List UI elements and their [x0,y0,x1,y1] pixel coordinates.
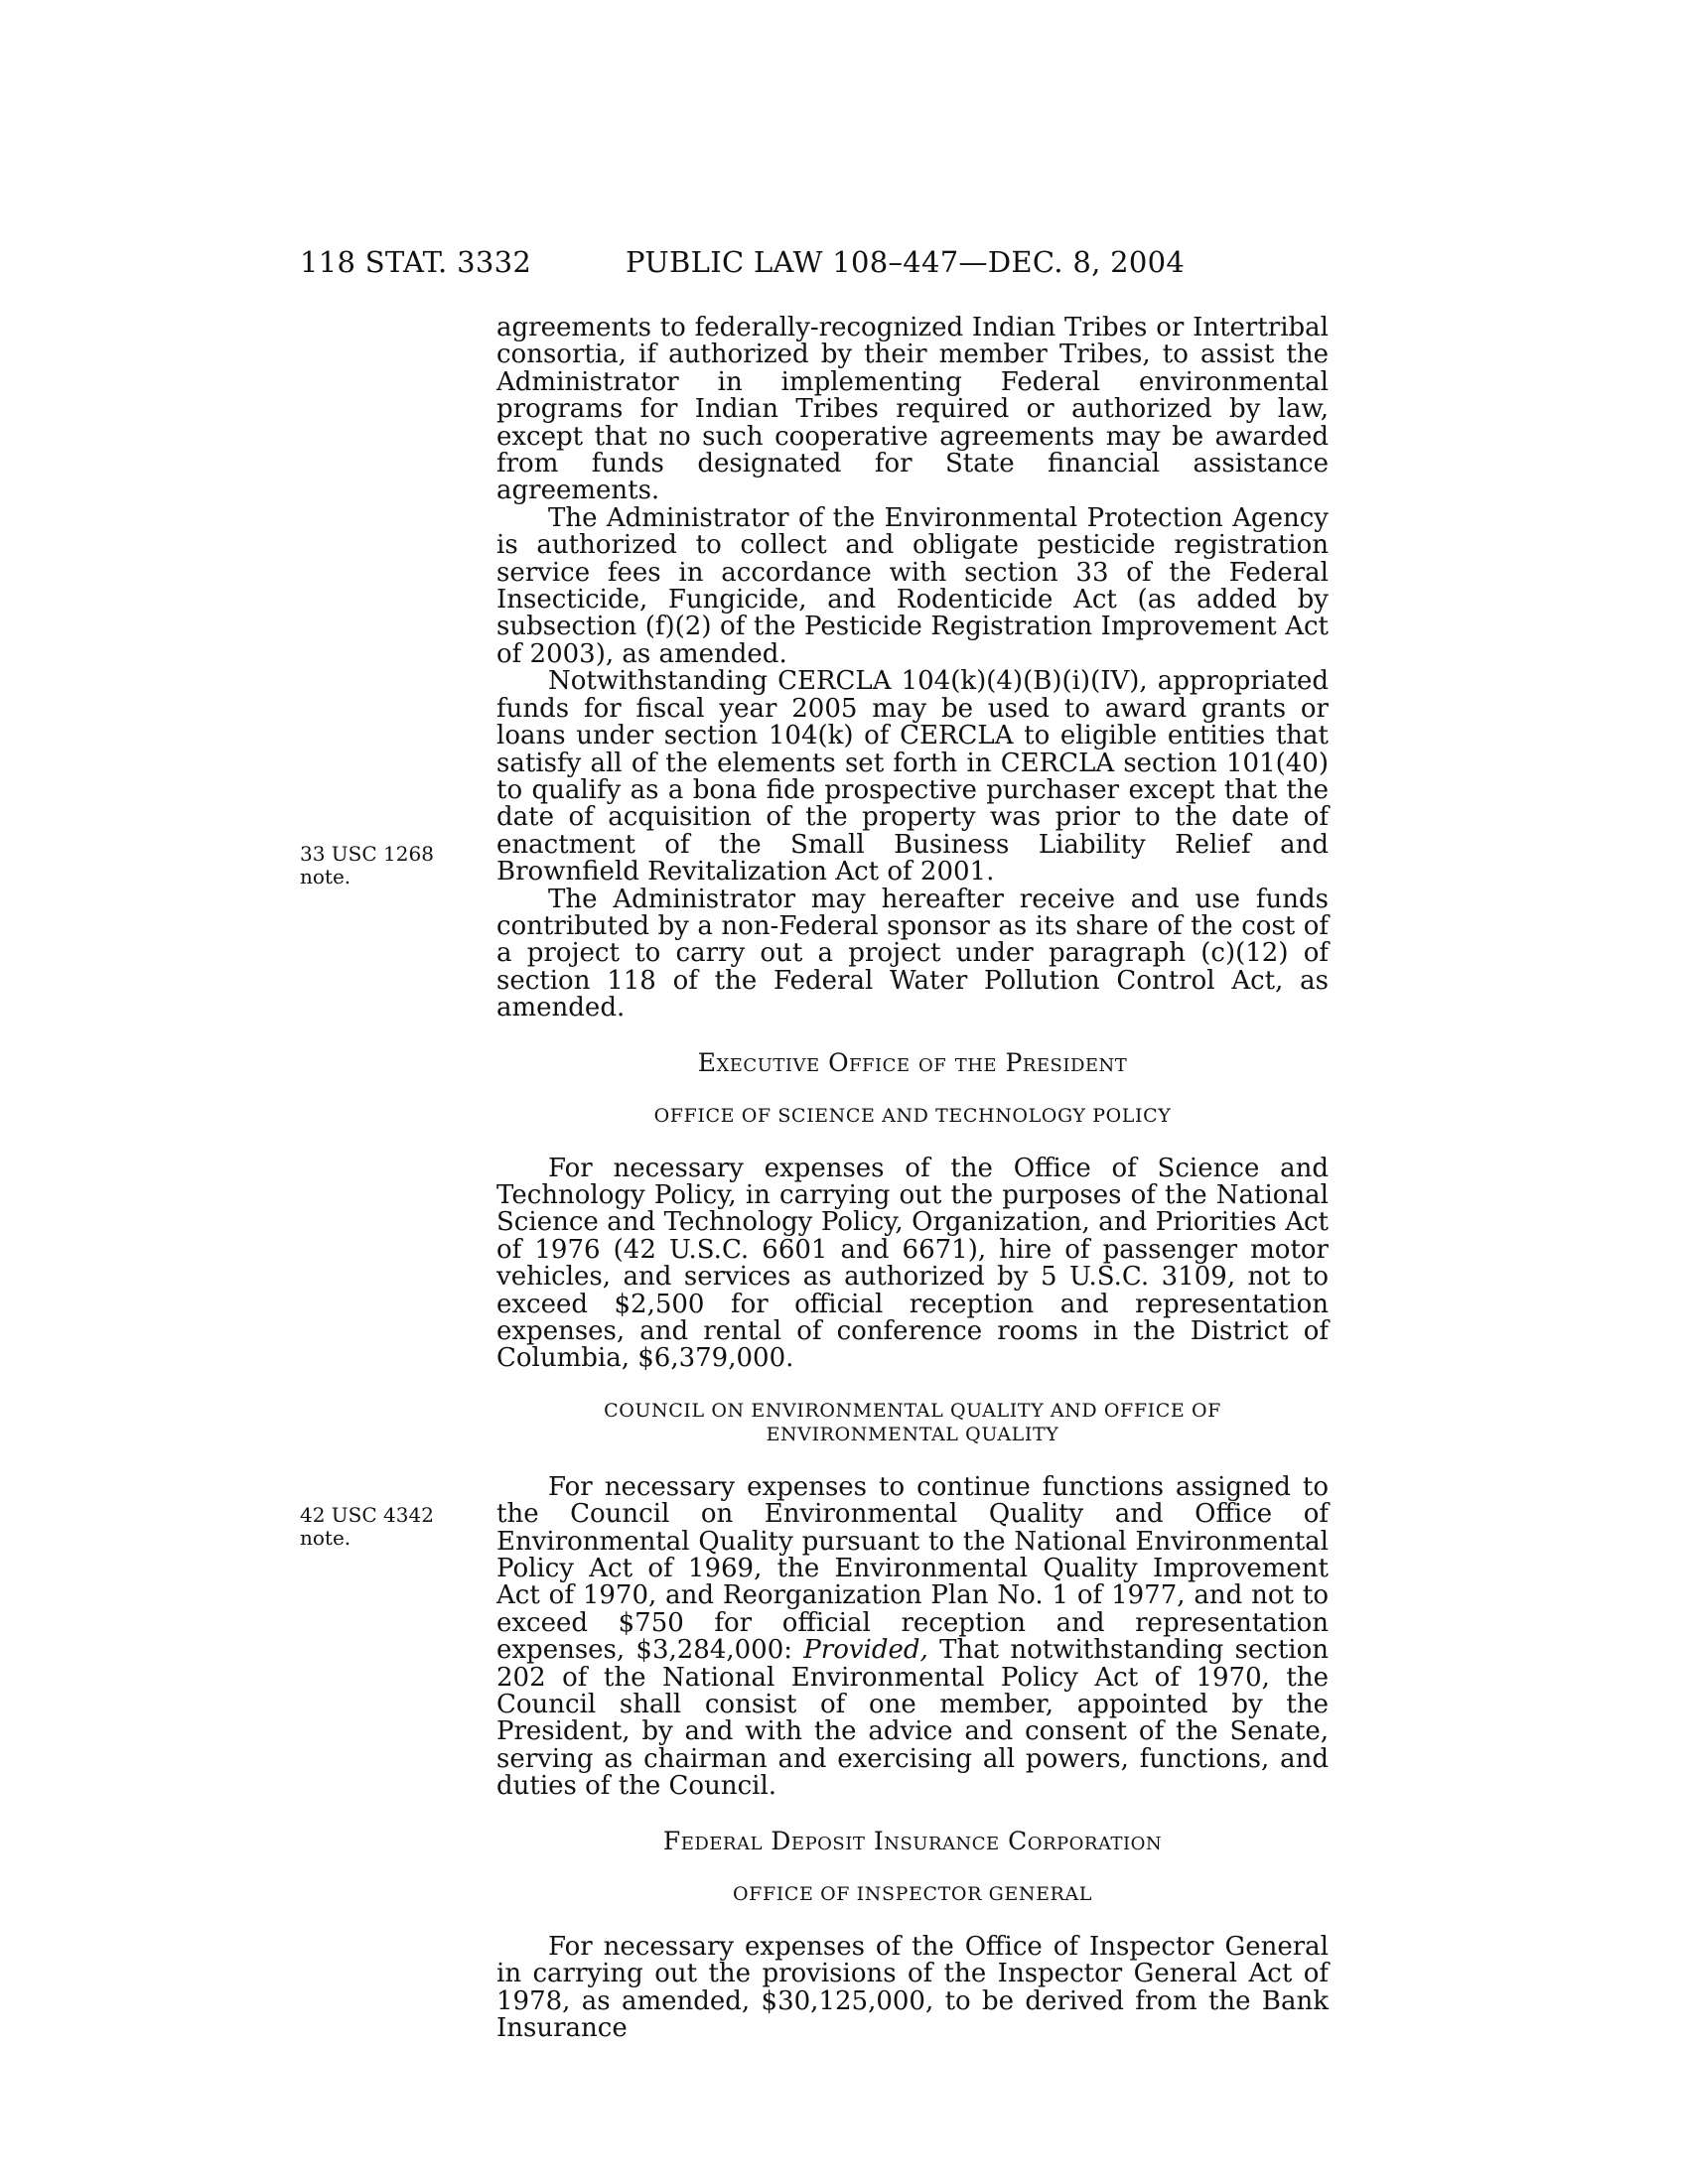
paragraph-cercla: Notwithstanding CERCLA 104(k)(4)(B)(i)(IV), appropriated funds for fiscal year 2005 may be used to award grants or loans under section 104(k) of CERCLA to eligible entities that satisfy all of the elements set forth in CERCLA section 101(40) to qualify as a bona fide prospective purchaser except that the date of acquisition of the property was prior to the date of enactment of the Small Business Liability Relief and Brownfield Revitalization Act of 2001. [496,666,1329,887]
paragraph-ceq-text-after: That notwithstanding section 202 of the National Environmental Policy Act of 1970, the Council shall consist of one member, appointed by the President, by and with the advice and consent of the Senate, serving as chairman and exercising all powers, functions, and duties of the Council. [496,1635,1330,1802]
heading-ceq-line1: COUNCIL ON ENVIRONMENTAL QUALITY AND OFFICE OF [604,1399,1221,1422]
margin-note-citation: 33 USC 1268 [300,842,434,866]
margin-note-citation: 42 USC 4342 [300,1503,434,1527]
paragraph-ceq [496,1471,1330,1802]
heading-ceq-line2: ENVIRONMENTAL QUALITY [766,1423,1059,1445]
heading-fdic: Federal Deposit Insurance Corporation [662,1826,1163,1855]
margin-note-suffix: note. [300,865,352,888]
margin-note-usc-1268 [300,843,469,888]
proviso-italic: Provided, [803,1635,928,1666]
public-law-reference: PUBLIC LAW 108–447—DEC. 8, 2004 [626,245,1186,279]
heading-inspector-general: OFFICE OF INSPECTOR GENERAL [732,1882,1092,1905]
paragraph-ceq-text-before: For necessary expenses to continue functions assigned to the Council on Environmental Quality and Office of Environmental Quality pursuant to the National Environmental Policy Act of 1969, the Environmental Quality Improvement Act of 1970, and Reorganization Plan No. 1 of 1977, and not to exceed $750 for official reception and representation expenses, $3,284,000: [496,1471,1329,1666]
main-text-column [496,315,1329,2042]
heading-ostp: OFFICE OF SCIENCE AND TECHNOLOGY POLICY [653,1104,1172,1127]
statute-reference: 118 STAT. 3332 [300,245,532,279]
margin-note-suffix: note. [300,1526,352,1550]
paragraph-pesticide-fees: The Administrator of the Environmental Protection Agency is authorized to collect and obligate pesticide registration service fees in accordance with section 33 of the Federal Insecticide, Fungicide, and Rodenticide Act (as added by subsection (f)(2) of the Pesticide Registration Improvement Act of 2003), as amended. [496,502,1329,669]
heading-executive-office: Executive Office of the President [697,1047,1128,1077]
paragraph-ostp: For necessary expenses of the Office of Science and Technology Policy, in carrying out the purposes of the National Science and Technology Policy, Organization, and Priorities Act of 1976 (42 U.S.C. 6601 and 6671), hire of passenger motor vehicles, and services as authorized by 5 U.S.C. 3109, not to exceed $2,500 for official reception and representation expenses, and rental of conference rooms in the District of Columbia, $6,379,000. [496,1153,1329,1374]
paragraph-inspector-general: For necessary expenses of the Office of Inspector General in carrying out the provisions of the Inspector General Act of 1978, as amended, $30,125,000, to be derived from the Bank Insurance [496,1931,1329,2043]
heading-ceq [496,1399,1329,1446]
paragraph-non-federal-sponsor: The Administrator may hereafter receive and use funds contributed by a non-Federal sponsor as its share of the cost of a project to carry out a project under paragraph (c)(12) of section 118 of the Federal Water Pollution Control Act, as amended. [496,884,1329,1024]
paragraph-tribal-agreements: agreements to federally-recognized Indian Tribes or Intertribal consortia, if authorized by their member Tribes, to assist the Administrator in implementing Federal environmental programs for Indian Tribes required or authorized by law, except that no such cooperative agreements may be awarded from funds designated for State financial assistance agreements. [496,313,1329,506]
margin-note-usc-4342 [300,1504,469,1550]
